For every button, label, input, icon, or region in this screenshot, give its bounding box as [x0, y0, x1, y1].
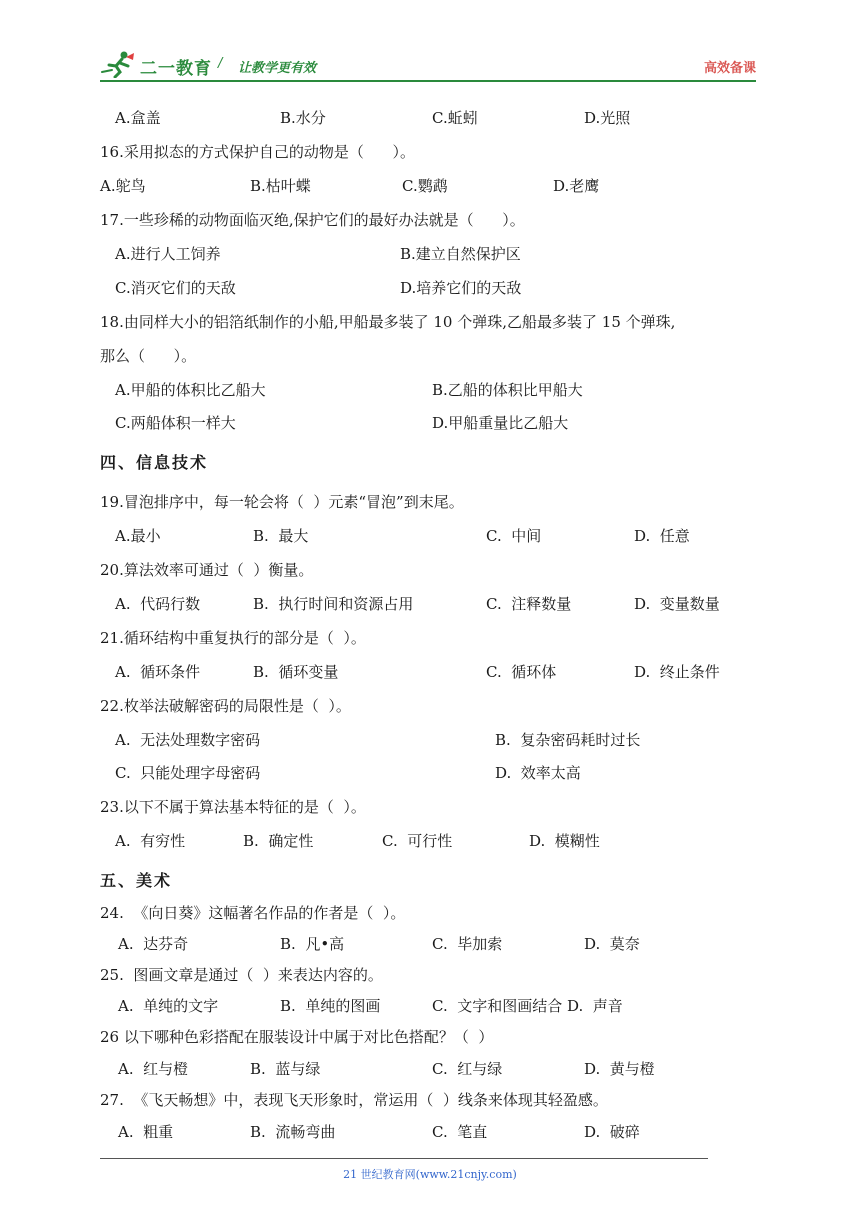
- option-text: A. 达芬奇: [118, 935, 189, 953]
- question-text: 24. 《向日葵》这幅著名作品的作者是（ ）。: [100, 904, 406, 922]
- option-text: C. 毕加索: [432, 935, 503, 953]
- option-text: C. 可行性: [382, 832, 453, 850]
- option-text: D. 破碎: [584, 1123, 640, 1141]
- option-text: C.蚯蚓: [432, 109, 478, 127]
- option-text: D. 莫奈: [584, 935, 640, 953]
- option-text: D.甲船重量比乙船大: [432, 414, 569, 432]
- option-text: B.枯叶蝶: [250, 177, 311, 195]
- option-text: B. 循环变量: [253, 663, 339, 681]
- option-text: A. 红与橙: [118, 1060, 189, 1078]
- option-text: C. 笔直: [432, 1123, 488, 1141]
- option-text: C. 只能处理字母密码: [115, 764, 261, 782]
- option-text: D. 变量数量: [634, 595, 720, 613]
- section-heading: 四、信息技术: [100, 453, 209, 472]
- option-text: D. 效率太高: [495, 764, 581, 782]
- option-text: B. 执行时间和资源占用: [253, 595, 414, 613]
- option-text: D.光照: [584, 109, 631, 127]
- page-header: [100, 48, 756, 80]
- option-text: D. 任意: [634, 527, 690, 545]
- option-text: A.进行人工饲养: [115, 245, 221, 263]
- option-text: A. 粗重: [118, 1123, 174, 1141]
- question-text: 26 以下哪种色彩搭配在服装设计中属于对比色搭配？（ ）: [100, 1028, 494, 1046]
- option-text: C.鹦鹉: [402, 177, 448, 195]
- option-text: B. 复杂密码耗时过长: [495, 731, 641, 749]
- option-text: A.鸵鸟: [100, 177, 146, 195]
- question-text: 17.一些珍稀的动物面临灭绝,保护它们的最好办法就是（ ）。: [100, 211, 525, 229]
- question-text: 16.采用拟态的方式保护自己的动物是（ ）。: [100, 143, 415, 161]
- option-text: B. 确定性: [243, 832, 314, 850]
- slogan: 让教学更有效: [238, 61, 317, 76]
- option-text: D. 终止条件: [634, 663, 720, 681]
- option-text: A. 无法处理数字密码: [115, 731, 261, 749]
- option-text: C.两船体积一样大: [115, 414, 236, 432]
- option-text: D. 模糊性: [529, 832, 600, 850]
- option-text: B. 最大: [253, 527, 309, 545]
- question-text: 23.以下不属于算法基本特征的是（ ）。: [100, 798, 366, 816]
- footer-divider: [100, 1158, 708, 1159]
- option-text: D.培养它们的天敌: [400, 279, 522, 297]
- option-text: A.盒盖: [115, 109, 161, 127]
- tagline: 高效备课: [703, 61, 756, 76]
- option-text: D. 黄与橙: [584, 1060, 655, 1078]
- option-text: B.水分: [280, 109, 326, 127]
- option-text: A.最小: [115, 527, 161, 545]
- running-figure-logo-icon: [100, 50, 138, 78]
- option-text: B.乙船的体积比甲船大: [432, 381, 583, 399]
- option-text: C. 注释数量: [486, 595, 572, 613]
- option-text: C. 循环体: [486, 663, 557, 681]
- option-text: A.甲船的体积比乙船大: [115, 381, 266, 399]
- option-text: C. 红与绿: [432, 1060, 503, 1078]
- option-text: B. 凡•高: [280, 935, 345, 953]
- option-text: D.老鹰: [553, 177, 600, 195]
- option-text: A. 代码行数: [115, 595, 201, 613]
- option-text: B. 蓝与绿: [250, 1060, 321, 1078]
- question-text: 18.由同样大小的铝箔纸制作的小船,甲船最多装了 10 个弹珠,乙船最多装了 15 个弹珠,: [100, 313, 676, 331]
- footer-source-link[interactable]: 21 世纪教育网(www.21cnjy.com): [343, 1168, 517, 1181]
- option-text: B. 流畅弯曲: [250, 1123, 336, 1141]
- question-text: 21.循环结构中重复执行的部分是（ ）。: [100, 629, 366, 647]
- option-text: B.建立自然保护区: [400, 245, 521, 263]
- option-text: A. 循环条件: [115, 663, 201, 681]
- question-text: 19.冒泡排序中，每一轮会将（ ）元素“冒泡”到末尾。: [100, 493, 464, 511]
- option-text: C.消灭它们的天敌: [115, 279, 236, 297]
- option-text: C. 文字和图画结合 D. 声音: [432, 997, 623, 1015]
- option-text: C. 中间: [486, 527, 542, 545]
- question-text: 20.算法效率可通过（ ）衡量。: [100, 561, 314, 579]
- header-separator: /: [218, 56, 223, 71]
- section-heading: 五、美术: [100, 871, 173, 890]
- question-text: 25. 图画文章是通过（ ）来表达内容的。: [100, 966, 383, 984]
- question-text: 那么（ ）。: [100, 347, 197, 365]
- option-text: B. 单纯的图画: [280, 997, 381, 1015]
- question-text: 22.枚举法破解密码的局限性是（ ）。: [100, 697, 351, 715]
- header-divider: [100, 80, 756, 82]
- question-text: 27. 《飞天畅想》中，表现飞天形象时，常运用（ ）线条来体现其轻盈感。: [100, 1091, 608, 1109]
- option-text: A. 有穷性: [115, 832, 186, 850]
- option-text: A. 单纯的文字: [118, 997, 219, 1015]
- brand-name: 二一教育: [140, 59, 212, 79]
